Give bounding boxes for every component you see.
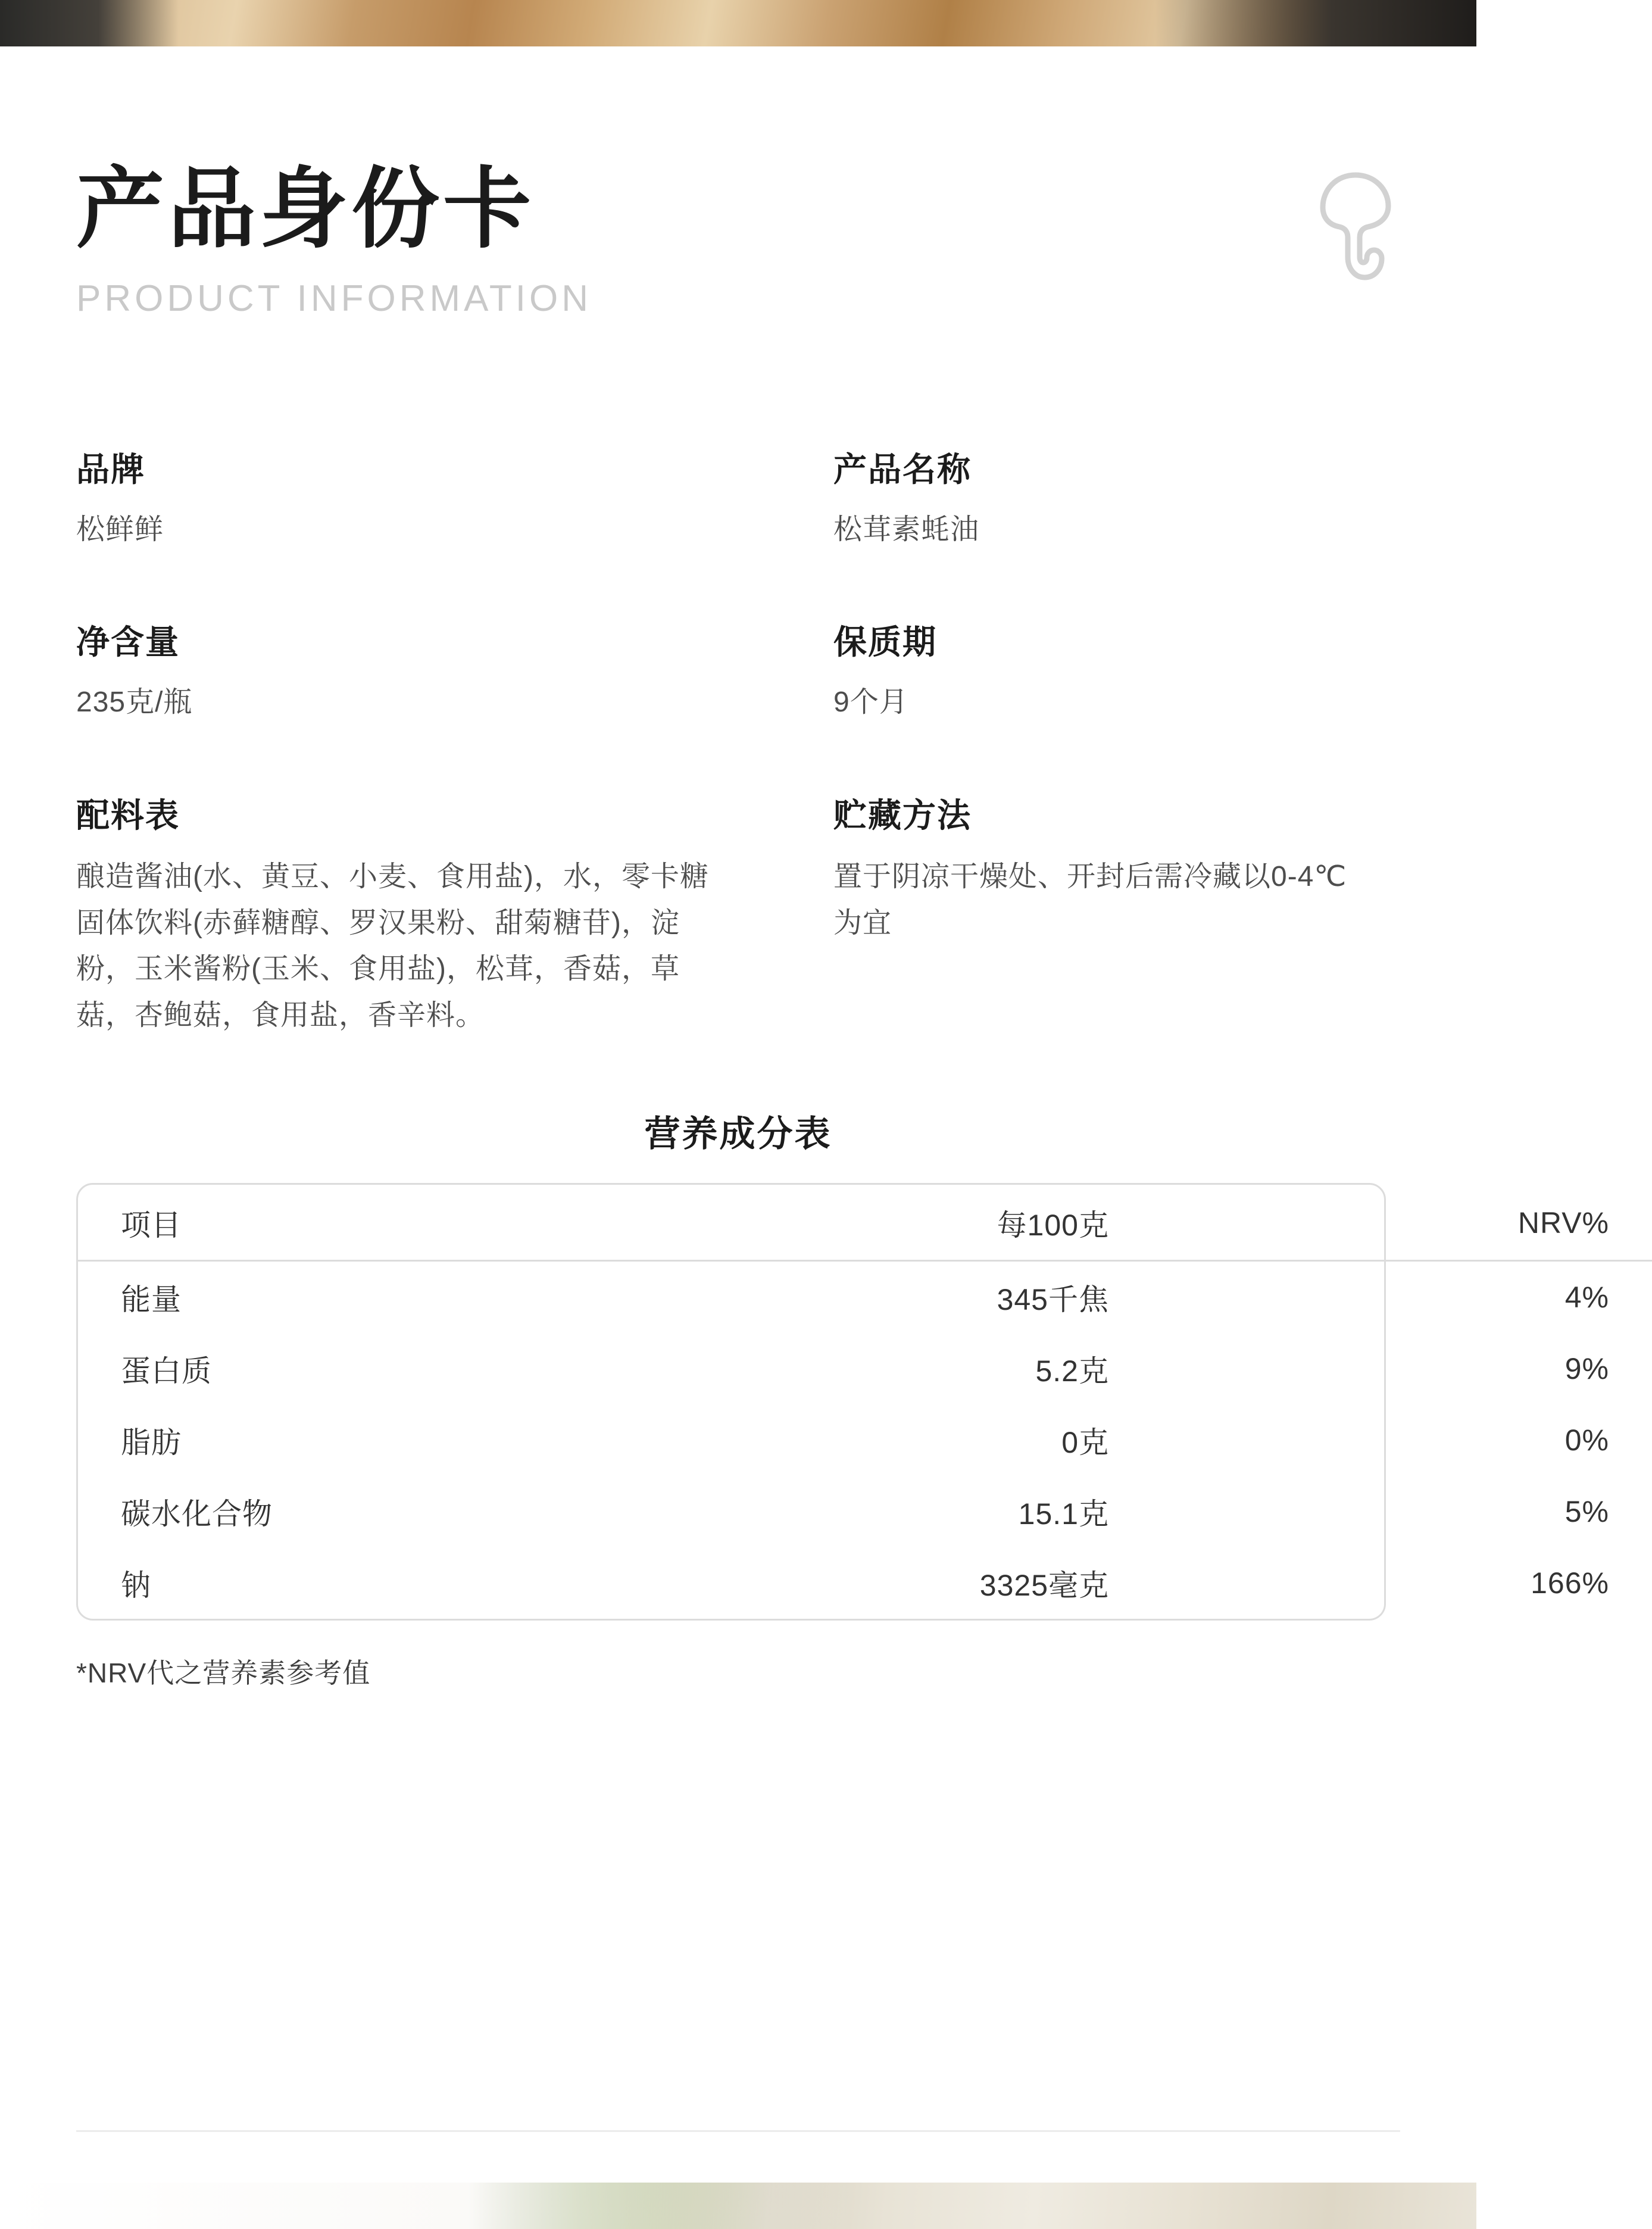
cell-nrv-fat: 0% <box>1564 1423 1609 1457</box>
table-row <box>78 1547 1652 1619</box>
spec-value-ingredients: 酿造酱油(水、黄豆、小麦、食用盐)，水，零卡糖固体饮料(赤藓糖醇、罗汉果粉、甜菊糖苷)，淀粉，玉米酱粉(玉米、食用盐)，松茸，香菇，草菇，杏鲍菇，食用盐，香辛料。 <box>76 860 709 1032</box>
spec-storage <box>833 789 1400 1039</box>
spec-ingredients <box>76 789 833 1039</box>
spec-label-product-name: 产品名称 <box>833 451 972 488</box>
spec-label-storage: 贮藏方法 <box>833 796 972 834</box>
spec-shelf-life <box>833 616 1400 725</box>
spec-label-ingredients: 配料表 <box>76 796 180 834</box>
bottom-photo-white-left <box>0 2183 851 2229</box>
bottom-photo-strip <box>0 2183 1476 2229</box>
column-header-item: 项目 <box>78 1185 573 1261</box>
cell-item-protein: 蛋白质 <box>121 1354 212 1388</box>
column-header-per100g: 每100克 <box>573 1185 1288 1261</box>
spec-value-net-weight: 235克/瓶 <box>76 686 193 719</box>
bottom-divider <box>76 2130 1400 2132</box>
spec-product-name <box>833 444 1400 552</box>
spec-value-brand: 松鲜鲜 <box>76 514 164 545</box>
column-header-nrv: NRV% <box>1288 1185 1652 1261</box>
cell-per100g-energy: 345千焦 <box>997 1282 1109 1316</box>
spec-brand <box>76 444 833 552</box>
cell-nrv-protein: 9% <box>1564 1351 1609 1385</box>
table-row <box>78 1476 1652 1547</box>
page-subtitle: PRODUCT INFORMATION <box>76 278 592 319</box>
page-title: 产品身份卡 <box>76 160 535 258</box>
product-info-page <box>0 46 1609 2183</box>
nutrition-title: 营养成分表 <box>644 1113 832 1154</box>
cell-item-fat: 脂肪 <box>121 1425 182 1459</box>
spec-net-weight <box>76 616 833 725</box>
table-row <box>78 1260 1652 1333</box>
table-header-row <box>78 1185 1652 1261</box>
spec-value-storage: 置于阴凉干燥处、开封后需冷藏以0-4℃为宜 <box>833 860 1347 939</box>
cell-nrv-energy: 4% <box>1564 1280 1609 1314</box>
table-row <box>78 1333 1652 1404</box>
cell-nrv-sodium: 166% <box>1531 1566 1609 1600</box>
table-row <box>78 1404 1652 1476</box>
spec-value-shelf-life: 9个月 <box>833 686 908 719</box>
cell-item-energy: 能量 <box>121 1282 182 1316</box>
cell-item-sodium: 钠 <box>121 1568 151 1602</box>
top-photo-dark-right <box>1155 0 1476 46</box>
cell-per100g-carbohydrate: 15.1克 <box>1018 1497 1109 1531</box>
cell-per100g-protein: 5.2克 <box>1035 1354 1109 1388</box>
nutrition-section <box>76 1106 1609 1691</box>
top-photo-dark-left <box>0 0 179 46</box>
top-photo-strip <box>0 0 1476 46</box>
spec-grid <box>76 444 1400 1039</box>
cell-per100g-sodium: 3325毫克 <box>979 1568 1109 1602</box>
cell-nrv-carbohydrate: 5% <box>1564 1494 1609 1528</box>
spec-row-3 <box>76 789 1400 1039</box>
spec-row-1 <box>76 444 1400 552</box>
spec-label-net-weight: 净含量 <box>76 623 180 661</box>
cell-item-carbohydrate: 碳水化合物 <box>121 1497 273 1531</box>
spec-label-shelf-life: 保质期 <box>833 623 937 661</box>
nrv-note: *NRV代之营养素参考值 <box>76 1657 371 1688</box>
mushroom-icon <box>1311 170 1400 283</box>
cell-per100g-fat: 0克 <box>1061 1425 1109 1459</box>
spec-label-brand: 品牌 <box>76 451 145 488</box>
spec-row-2 <box>76 616 1400 725</box>
nutrition-table <box>76 1183 1609 1621</box>
header-block <box>76 46 1400 320</box>
spec-value-product-name: 松茸素蚝油 <box>833 514 980 545</box>
